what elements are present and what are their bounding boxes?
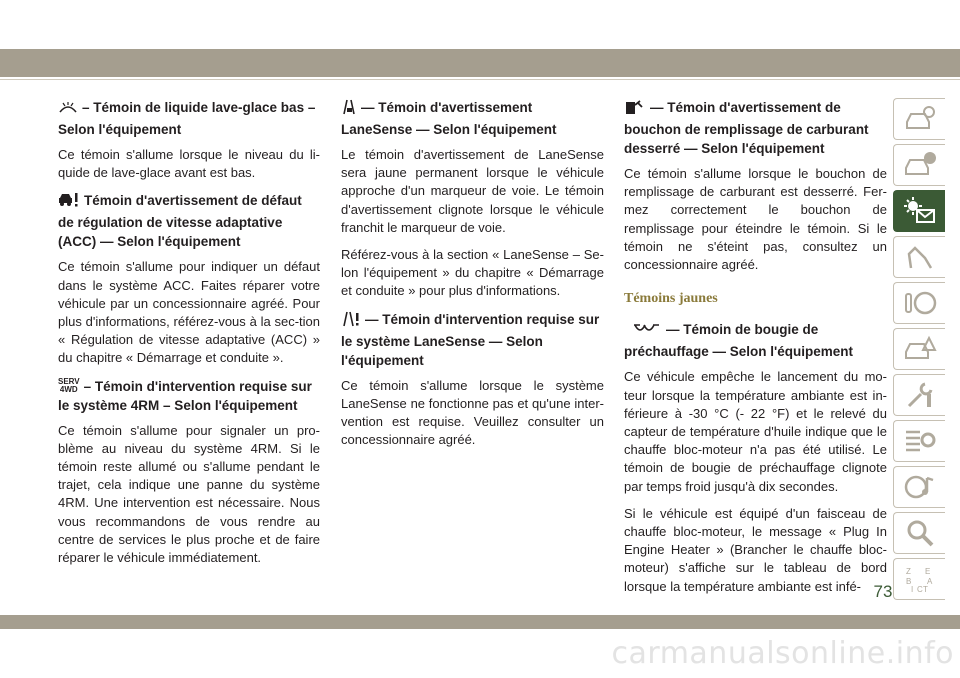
lanesense-warning-text-1: Le témoin d'avertissement de LaneSense sera jaune permanent lorsque le véhicule approche d'un marqueur de voie. Le témoin d'avertissement clignote lorsque le véhicule franchit le marqueur de voie.: [341, 147, 604, 235]
washer-fluid-heading: – Témoin de liquide lave-glace bas – Selon l'équipement: [58, 100, 316, 137]
tab-car-info[interactable]: [893, 144, 945, 186]
lanesense-warning-text-2: Référez-vous à la section « LaneSense – Se-lon l'équipement » du chapitre « Démarrage et conduite » pour plus d'informations.: [341, 247, 604, 299]
svg-text:B: B: [905, 577, 911, 586]
car-info-icon: [903, 150, 937, 180]
page-number: 73: [873, 582, 893, 601]
hazard-triangle-icon: [903, 334, 937, 364]
tab-warning-lights[interactable]: [893, 190, 945, 232]
glow-plug-text-2: Si le véhicule est équipé d'un faisceau de chauffe bloc-moteur, le message « Plug In Engine Heater » (Brancher le chauffe bloc-moteur) s'affiche sur le tableau de bord lorsque la température ambiante est infé-: [624, 505, 887, 594]
svg-text:C: C: [916, 585, 923, 594]
lanesense-service-text: Ce témoin s'allume lorsque le système LaneSense ne fonctionne pas et qu'une inter-vention est requise. Veuillez consulter un concessionnaire agréé.: [341, 377, 604, 448]
multimedia-icon: [903, 472, 937, 502]
washer-fluid-icon: [58, 101, 78, 120]
fuel-cap-icon: [624, 99, 646, 120]
column-1: [58, 98, 320, 576]
serv-4wd-text: Ce témoin s'allume pour signaler un pro-blème au niveau du système 4RM. Si le témoin reste allumé ou s'allume pendant le trajet, cela indique une panne du système 4RM. Une intervention est nécessaire. Nous vous recommandons de vous rendre au centre de services le plus proche et de faire réparer le véhicule immédiatement.: [58, 422, 320, 566]
svg-text:Z: Z: [905, 567, 911, 576]
tab-multimedia[interactable]: [893, 466, 945, 508]
wrench-icon: [903, 380, 937, 410]
acc-fault-heading: Témoin d'avertissement de défaut de régulation de vitesse adaptative (ACC) — Selon l'équipement: [58, 193, 302, 250]
lanesense-service-icon: [341, 311, 361, 332]
glow-plug-text-1: Ce véhicule empêche le lancement du mo-teur lorsque la température ambiante est in-férieure à -30 °C (- 22 °F) et le relevé du capteur de température d'huile indique que le chauffe bloc-moteur n'a pas été utilisé. Le témoin de bougie de préchauffage clignote par temps froid jusqu'à dix secondes.: [624, 369, 887, 494]
column-2: [341, 98, 604, 458]
tab-search[interactable]: [893, 512, 945, 554]
steering-wheel-icon: [903, 288, 937, 318]
serv-4wd-icon: SERV 4WD: [58, 376, 80, 394]
fuel-cap-heading: — Témoin d'avertissement de bouchon de remplissage de carburant desserré — Selon l'équipement: [624, 100, 869, 156]
index-letters-icon: [903, 564, 937, 594]
svg-text:I: I: [910, 585, 913, 594]
chapter-tabs: [893, 98, 945, 604]
serv-4wd-heading: SERV 4WD – Témoin d'intervention requise sur le système 4RM – Selon l'équipement: [58, 376, 312, 413]
glow-plug-heading: — Témoin de bougie de préchauffage — Selon l'équipement: [624, 322, 853, 360]
bottom-band: [0, 615, 960, 629]
svg-text:E: E: [924, 567, 930, 576]
seat-airbag-icon: [903, 242, 937, 272]
svg-text:A: A: [926, 577, 932, 586]
column-3: [624, 98, 887, 605]
tab-steering[interactable]: [893, 282, 945, 324]
tab-wrench[interactable]: [893, 374, 945, 416]
fuel-cap-text: Ce témoin s'allume lorsque le bouchon de remplissage de carburant est desserré. Fer-mez correctement le bouchon de remplissage pour éteindre le témoin. Si le témoin ne s'éteint pas, consultez un concessionnaire agréé.: [624, 166, 887, 273]
search-icon: [903, 518, 937, 548]
lanesense-icon: [341, 99, 357, 120]
lanesense-warning-heading: — Témoin d'avertissement LaneSense — Selon l'équipement: [341, 100, 557, 137]
tab-specs[interactable]: [893, 420, 945, 462]
tab-seat-airbag[interactable]: [893, 236, 945, 278]
acc-fault-text: Ce témoin s'allume pour indiquer un défaut dans le système ACC. Faites réparer votre véhicule par un concessionnaire agréé. Pour plus d'informations, référez-vous à la sec-tion « Régulation de vitesse adaptative (ACC) » du chapitre « Démarrage et conduite ».: [58, 259, 320, 366]
car-overview-icon: [903, 104, 937, 134]
lanesense-service-heading: — Témoin d'intervention requise sur le système LaneSense — Selon l'équipement: [341, 311, 600, 368]
spec-gear-icon: [903, 426, 937, 456]
tab-hazard[interactable]: [893, 328, 945, 370]
glow-plug-icon: [632, 323, 662, 342]
acc-fault-icon: [58, 192, 80, 213]
tab-car-overview[interactable]: [893, 98, 945, 140]
tab-index[interactable]: [893, 558, 945, 600]
warning-lights-icon: [903, 196, 937, 226]
yellow-lights-subheading: Témoins jaunes: [624, 291, 718, 307]
watermark: carmanualsonline.info: [611, 636, 954, 671]
washer-fluid-text: Ce témoin s'allume lorsque le niveau du li-quide de lave-glace avant est bas.: [58, 147, 320, 181]
svg-text:T: T: [922, 585, 928, 594]
top-band: [0, 0, 960, 79]
